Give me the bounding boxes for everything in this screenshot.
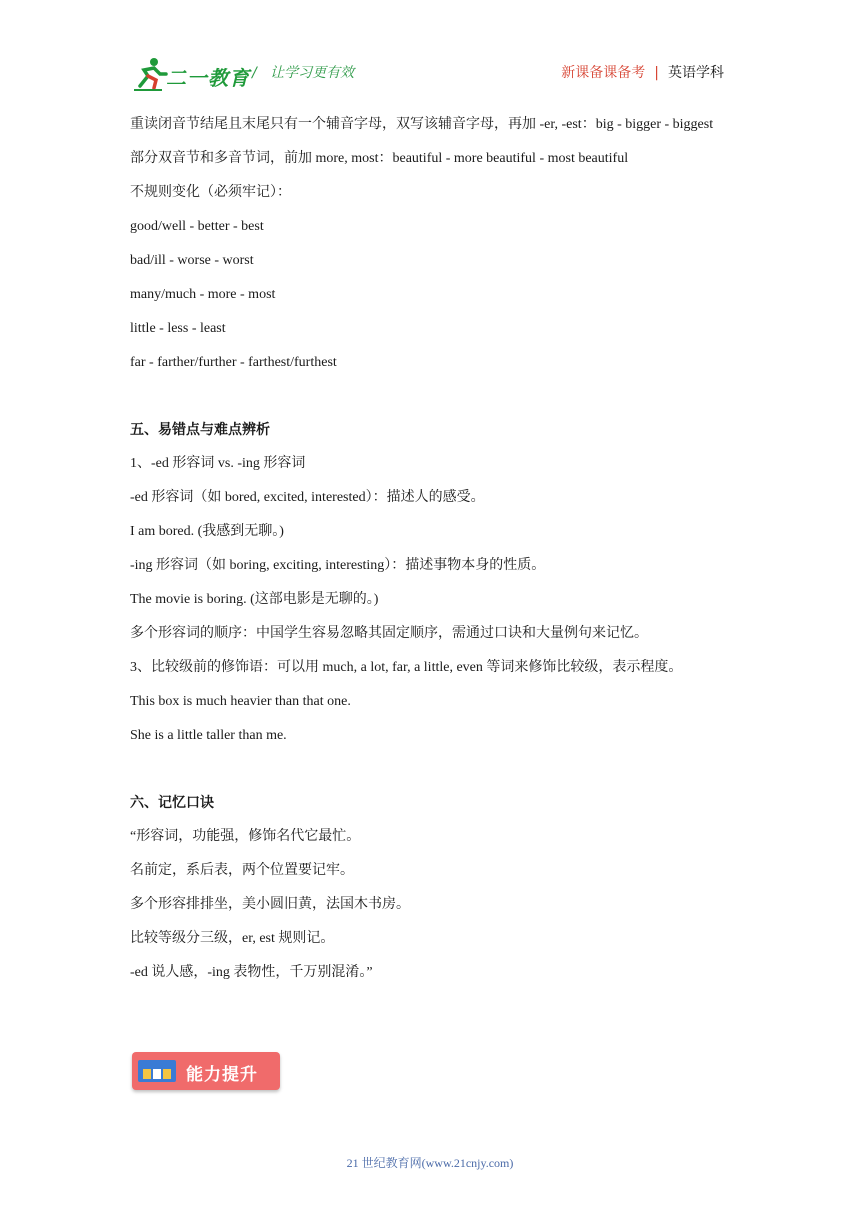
slogan-slash: /: [252, 65, 257, 81]
text-line: 多个形容词的顺序：中国学生容易忽略其固定顺序，需通过口诀和大量例句来记忆。: [130, 626, 648, 641]
header-subject: 英语学科: [668, 65, 724, 81]
text-line: The movie is boring. (这部电影是无聊的。): [130, 592, 379, 607]
header-separator: |: [654, 65, 659, 81]
text-line: I am bored. (我感到无聊。): [130, 524, 284, 539]
logo: [132, 56, 252, 92]
badge-label: 能力提升: [186, 1065, 258, 1085]
text-line: 名前定，系后表，两个位置要记牢。: [130, 863, 354, 878]
text-line: many/much - more - most: [130, 287, 276, 302]
document-body: [130, 108, 740, 990]
text-line: little - less - least: [130, 321, 226, 336]
text-line: -ed 形容词（如 bored, excited, interested）：描述人的感受。: [130, 490, 485, 505]
text-line: 3、比较级前的修饰语：可以用 much, a lot, far, a little, even 等词来修饰比较级，表示程度。: [130, 660, 683, 675]
text-line: 比较等级分三级，er, est 规则记。: [130, 931, 335, 946]
logo-text: 二一教育: [166, 66, 250, 90]
text-line: -ing 形容词（如 boring, exciting, interesting）：描述事物本身的性质。: [130, 558, 546, 573]
text-line: bad/ill - worse - worst: [130, 253, 254, 268]
header-right: [561, 62, 724, 82]
header-slogan: [252, 62, 354, 82]
runner-icon: [132, 56, 168, 92]
page-header: [0, 0, 860, 100]
text-line: 1、-ed 形容词 vs. -ing 形容词: [130, 456, 306, 471]
text-line: 重读闭音节结尾且末尾只有一个辅音字母，双写该辅音字母，再加 -er, -est：big - bigger - biggest: [130, 117, 714, 132]
text-line: good/well - better - best: [130, 219, 264, 234]
books-icon: [138, 1060, 176, 1082]
slogan-text: 让学习更有效: [270, 65, 355, 81]
text-line: -ed 说人感，-ing 表物性，千万别混淆。”: [130, 965, 373, 980]
ability-boost-badge: [132, 1052, 280, 1090]
header-course-label: 新课备课备考: [561, 65, 646, 81]
text-line: 部分双音节和多音节词，前加 more, most：beautiful - more beautiful - most beautiful: [130, 151, 629, 166]
text-line: 多个形容排排坐，美小圆旧黄，法国木书房。: [130, 897, 410, 912]
text-line: far - farther/further - farthest/furthest: [130, 355, 337, 370]
text-line: “形容词，功能强，修饰名代它最忙。: [130, 829, 361, 844]
section-heading: 五、易错点与难点辨析: [130, 422, 270, 438]
section-heading: 六、记忆口诀: [130, 795, 214, 811]
text-line: She is a little taller than me.: [130, 728, 287, 743]
text-line: This box is much heavier than that one.: [130, 694, 351, 709]
page-footer: 21 世纪教育网(www.21cnjy.com): [346, 1156, 514, 1170]
text-line: 不规则变化（必须牢记）：: [130, 185, 291, 200]
